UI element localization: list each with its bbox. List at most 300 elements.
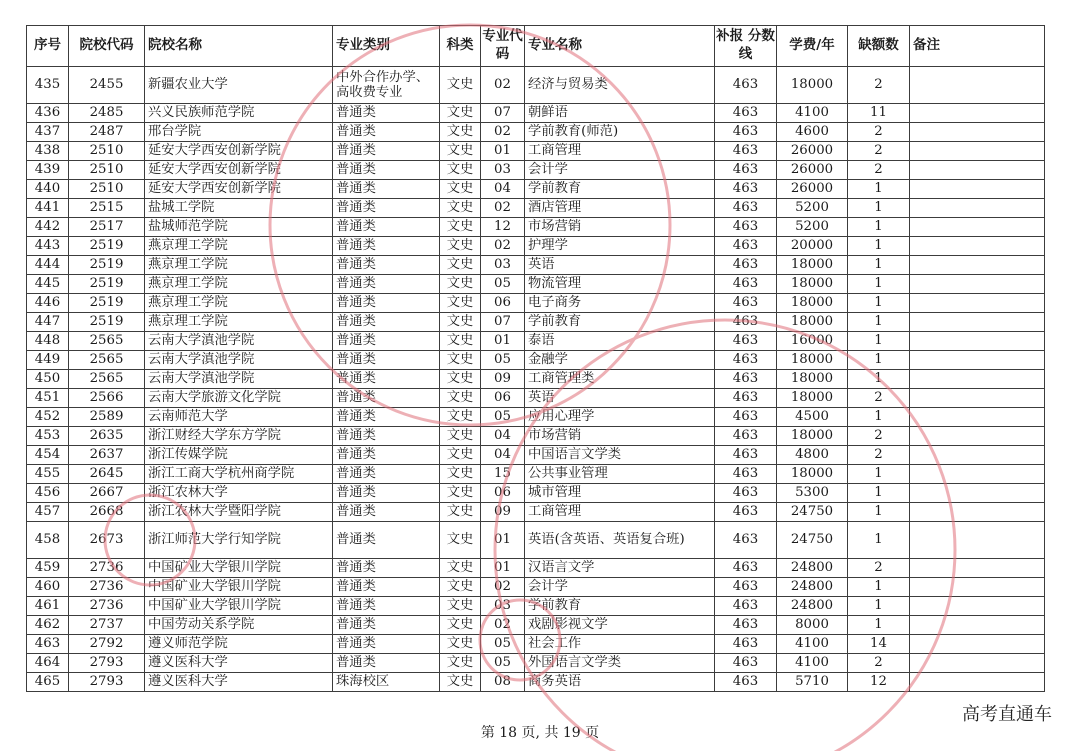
cell-school-name: 遵义医科大学 xyxy=(145,673,333,692)
table-row xyxy=(27,313,1045,332)
cell-category: 普通类 xyxy=(333,427,440,446)
cell-major-code: 05 xyxy=(481,351,525,370)
table-row xyxy=(27,389,1045,408)
cell-tuition: 8000 xyxy=(777,616,848,635)
cell-major-code: 15 xyxy=(481,465,525,484)
cell-vacancy: 2 xyxy=(848,67,910,104)
cell-remarks xyxy=(910,218,1045,237)
cell-remarks xyxy=(910,237,1045,256)
table-row xyxy=(27,123,1045,142)
cell-school-name: 盐城师范学院 xyxy=(145,218,333,237)
cell-school-code: 2519 xyxy=(69,294,145,313)
cell-school-code: 2635 xyxy=(69,427,145,446)
cell-school-code: 2519 xyxy=(69,237,145,256)
cell-school-code: 2668 xyxy=(69,503,145,522)
table-row xyxy=(27,408,1045,427)
cell-tuition: 5710 xyxy=(777,673,848,692)
cell-vacancy: 1 xyxy=(848,180,910,199)
cell-major-name: 英语 xyxy=(525,389,715,408)
cell-remarks xyxy=(910,484,1045,503)
cell-category: 普通类 xyxy=(333,218,440,237)
cell-cutoff: 463 xyxy=(715,275,777,294)
cell-index: 460 xyxy=(27,578,69,597)
cell-vacancy: 1 xyxy=(848,578,910,597)
cell-school-name: 浙江农林大学暨阳学院 xyxy=(145,503,333,522)
cell-school-code: 2519 xyxy=(69,256,145,275)
table-row xyxy=(27,446,1045,465)
cell-tuition: 16000 xyxy=(777,332,848,351)
cell-index: 443 xyxy=(27,237,69,256)
cell-remarks xyxy=(910,654,1045,673)
cell-remarks xyxy=(910,256,1045,275)
cell-tuition: 18000 xyxy=(777,275,848,294)
cell-school-name: 延安大学西安创新学院 xyxy=(145,180,333,199)
cell-school-name: 延安大学西安创新学院 xyxy=(145,142,333,161)
table-row xyxy=(27,275,1045,294)
cell-school-name: 燕京理工学院 xyxy=(145,256,333,275)
cell-category: 普通类 xyxy=(333,180,440,199)
cell-school-name: 邢台学院 xyxy=(145,123,333,142)
table-row xyxy=(27,465,1045,484)
cell-cutoff: 463 xyxy=(715,559,777,578)
cell-vacancy: 14 xyxy=(848,635,910,654)
cell-remarks xyxy=(910,123,1045,142)
cell-remarks xyxy=(910,616,1045,635)
cell-major-code: 02 xyxy=(481,237,525,256)
cell-subject: 文史 xyxy=(440,654,481,673)
cell-index: 450 xyxy=(27,370,69,389)
cell-tuition: 4100 xyxy=(777,635,848,654)
cell-major-name: 应用心理学 xyxy=(525,408,715,427)
cell-remarks xyxy=(910,578,1045,597)
cell-tuition: 18000 xyxy=(777,370,848,389)
cell-tuition: 4100 xyxy=(777,104,848,123)
cell-major-code: 07 xyxy=(481,313,525,332)
cell-tuition: 24750 xyxy=(777,503,848,522)
cell-cutoff: 463 xyxy=(715,351,777,370)
table-row xyxy=(27,294,1045,313)
cell-school-code: 2673 xyxy=(69,522,145,559)
header-category: 专业类别 xyxy=(333,26,440,67)
cell-major-code: 06 xyxy=(481,294,525,313)
cell-vacancy: 1 xyxy=(848,503,910,522)
table-body xyxy=(27,67,1045,692)
cell-index: 448 xyxy=(27,332,69,351)
cell-school-code: 2736 xyxy=(69,578,145,597)
cell-cutoff: 463 xyxy=(715,67,777,104)
cell-subject: 文史 xyxy=(440,427,481,446)
header-cutoff: 补报 分数线 xyxy=(715,26,777,67)
cell-index: 456 xyxy=(27,484,69,503)
cell-vacancy: 1 xyxy=(848,332,910,351)
cell-category: 普通类 xyxy=(333,313,440,332)
header-remarks: 备注 xyxy=(910,26,1045,67)
cell-tuition: 18000 xyxy=(777,427,848,446)
cell-major-code: 08 xyxy=(481,673,525,692)
cell-tuition: 4800 xyxy=(777,446,848,465)
cell-tuition: 26000 xyxy=(777,180,848,199)
cell-cutoff: 463 xyxy=(715,446,777,465)
cell-major-code: 02 xyxy=(481,199,525,218)
cell-school-name: 遵义师范学院 xyxy=(145,635,333,654)
cell-major-name: 朝鲜语 xyxy=(525,104,715,123)
cell-remarks xyxy=(910,332,1045,351)
cell-major-name: 工商管理 xyxy=(525,503,715,522)
table-row xyxy=(27,237,1045,256)
cell-school-code: 2455 xyxy=(69,67,145,104)
cell-major-name: 英语(含英语、英语复合班) xyxy=(525,522,715,559)
cell-category: 普通类 xyxy=(333,123,440,142)
admission-table-container xyxy=(26,25,1045,692)
cell-subject: 文史 xyxy=(440,522,481,559)
cell-vacancy: 1 xyxy=(848,484,910,503)
cell-major-code: 02 xyxy=(481,123,525,142)
cell-vacancy: 1 xyxy=(848,218,910,237)
cell-index: 452 xyxy=(27,408,69,427)
cell-school-code: 2736 xyxy=(69,597,145,616)
table-row xyxy=(27,503,1045,522)
cell-major-name: 工商管理类 xyxy=(525,370,715,389)
cell-index: 435 xyxy=(27,67,69,104)
table-row xyxy=(27,351,1045,370)
cell-index: 459 xyxy=(27,559,69,578)
cell-index: 442 xyxy=(27,218,69,237)
cell-school-name: 新疆农业大学 xyxy=(145,67,333,104)
cell-tuition: 5200 xyxy=(777,199,848,218)
cell-cutoff: 463 xyxy=(715,142,777,161)
cell-school-name: 兴义民族师范学院 xyxy=(145,104,333,123)
cell-vacancy: 2 xyxy=(848,389,910,408)
cell-tuition: 24800 xyxy=(777,559,848,578)
cell-cutoff: 463 xyxy=(715,294,777,313)
cell-major-name: 会计学 xyxy=(525,161,715,180)
cell-cutoff: 463 xyxy=(715,332,777,351)
cell-cutoff: 463 xyxy=(715,180,777,199)
cell-remarks xyxy=(910,351,1045,370)
cell-remarks xyxy=(910,446,1045,465)
table-row xyxy=(27,559,1045,578)
cell-school-code: 2510 xyxy=(69,180,145,199)
cell-major-code: 06 xyxy=(481,484,525,503)
cell-school-name: 中国矿业大学银川学院 xyxy=(145,559,333,578)
cell-category: 珠海校区 xyxy=(333,673,440,692)
cell-cutoff: 463 xyxy=(715,673,777,692)
cell-tuition: 18000 xyxy=(777,465,848,484)
cell-category: 普通类 xyxy=(333,559,440,578)
cell-cutoff: 463 xyxy=(715,616,777,635)
cell-school-name: 遵义医科大学 xyxy=(145,654,333,673)
cell-index: 445 xyxy=(27,275,69,294)
cell-cutoff: 463 xyxy=(715,408,777,427)
cell-cutoff: 463 xyxy=(715,597,777,616)
cell-index: 461 xyxy=(27,597,69,616)
cell-school-code: 2519 xyxy=(69,275,145,294)
cell-tuition: 5200 xyxy=(777,218,848,237)
cell-category: 普通类 xyxy=(333,104,440,123)
cell-category: 普通类 xyxy=(333,408,440,427)
cell-tuition: 18000 xyxy=(777,294,848,313)
cell-major-name: 学前教育(师范) xyxy=(525,123,715,142)
cell-major-code: 01 xyxy=(481,559,525,578)
cell-school-name: 燕京理工学院 xyxy=(145,313,333,332)
cell-subject: 文史 xyxy=(440,218,481,237)
cell-subject: 文史 xyxy=(440,484,481,503)
cell-index: 449 xyxy=(27,351,69,370)
table-row xyxy=(27,522,1045,559)
cell-cutoff: 463 xyxy=(715,654,777,673)
header-index: 序号 xyxy=(27,26,69,67)
cell-major-code: 03 xyxy=(481,256,525,275)
cell-vacancy: 1 xyxy=(848,616,910,635)
cell-cutoff: 463 xyxy=(715,370,777,389)
cell-vacancy: 2 xyxy=(848,161,910,180)
cell-subject: 文史 xyxy=(440,142,481,161)
cell-major-name: 外国语言文学类 xyxy=(525,654,715,673)
cell-major-name: 学前教育 xyxy=(525,597,715,616)
cell-cutoff: 463 xyxy=(715,104,777,123)
cell-category: 普通类 xyxy=(333,597,440,616)
cell-category: 普通类 xyxy=(333,446,440,465)
cell-tuition: 20000 xyxy=(777,237,848,256)
cell-vacancy: 1 xyxy=(848,370,910,389)
cell-major-name: 工商管理 xyxy=(525,142,715,161)
cell-school-code: 2510 xyxy=(69,142,145,161)
cell-index: 438 xyxy=(27,142,69,161)
cell-major-code: 05 xyxy=(481,275,525,294)
cell-remarks xyxy=(910,559,1045,578)
cell-tuition: 24800 xyxy=(777,578,848,597)
cell-tuition: 18000 xyxy=(777,256,848,275)
cell-school-code: 2515 xyxy=(69,199,145,218)
table-row xyxy=(27,199,1045,218)
cell-index: 454 xyxy=(27,446,69,465)
cell-vacancy: 1 xyxy=(848,237,910,256)
cell-major-name: 戏剧影视文学 xyxy=(525,616,715,635)
cell-tuition: 26000 xyxy=(777,161,848,180)
cell-subject: 文史 xyxy=(440,123,481,142)
cell-tuition: 4100 xyxy=(777,654,848,673)
cell-subject: 文史 xyxy=(440,256,481,275)
cell-school-name: 燕京理工学院 xyxy=(145,275,333,294)
cell-major-name: 中国语言文学类 xyxy=(525,446,715,465)
cell-major-name: 物流管理 xyxy=(525,275,715,294)
cell-subject: 文史 xyxy=(440,465,481,484)
cell-school-code: 2519 xyxy=(69,313,145,332)
cell-remarks xyxy=(910,673,1045,692)
cell-major-code: 05 xyxy=(481,635,525,654)
cell-remarks xyxy=(910,465,1045,484)
cell-remarks xyxy=(910,104,1045,123)
cell-vacancy: 11 xyxy=(848,104,910,123)
table-row xyxy=(27,161,1045,180)
cell-cutoff: 463 xyxy=(715,199,777,218)
cell-school-name: 云南大学旅游文化学院 xyxy=(145,389,333,408)
table-row xyxy=(27,142,1045,161)
cell-major-code: 06 xyxy=(481,389,525,408)
cell-vacancy: 1 xyxy=(848,597,910,616)
table-row xyxy=(27,332,1045,351)
cell-index: 455 xyxy=(27,465,69,484)
cell-school-name: 浙江财经大学东方学院 xyxy=(145,427,333,446)
cell-tuition: 5300 xyxy=(777,484,848,503)
cell-category: 普通类 xyxy=(333,522,440,559)
cell-tuition: 24800 xyxy=(777,597,848,616)
cell-major-code: 04 xyxy=(481,427,525,446)
table-row xyxy=(27,654,1045,673)
cell-subject: 文史 xyxy=(440,161,481,180)
cell-school-name: 云南大学滇池学院 xyxy=(145,332,333,351)
cell-major-name: 经济与贸易类 xyxy=(525,67,715,104)
cell-school-name: 浙江师范大学行知学院 xyxy=(145,522,333,559)
cell-major-code: 09 xyxy=(481,503,525,522)
cell-cutoff: 463 xyxy=(715,237,777,256)
cell-school-code: 2793 xyxy=(69,673,145,692)
cell-school-name: 中国矿业大学银川学院 xyxy=(145,597,333,616)
cell-category: 普通类 xyxy=(333,484,440,503)
cell-vacancy: 1 xyxy=(848,275,910,294)
cell-category: 普通类 xyxy=(333,370,440,389)
cell-school-name: 云南大学滇池学院 xyxy=(145,370,333,389)
cell-index: 439 xyxy=(27,161,69,180)
cell-school-code: 2792 xyxy=(69,635,145,654)
cell-school-name: 中国劳动关系学院 xyxy=(145,616,333,635)
cell-remarks xyxy=(910,370,1045,389)
cell-category: 普通类 xyxy=(333,275,440,294)
cell-cutoff: 463 xyxy=(715,427,777,446)
header-school-name: 院校名称 xyxy=(145,26,333,67)
cell-major-name: 英语 xyxy=(525,256,715,275)
cell-school-code: 2736 xyxy=(69,559,145,578)
table-row xyxy=(27,578,1045,597)
cell-vacancy: 1 xyxy=(848,522,910,559)
table-row xyxy=(27,67,1045,104)
cell-school-code: 2485 xyxy=(69,104,145,123)
table-row xyxy=(27,484,1045,503)
cell-index: 440 xyxy=(27,180,69,199)
table-row xyxy=(27,673,1045,692)
cell-major-name: 电子商务 xyxy=(525,294,715,313)
cell-school-name: 云南大学滇池学院 xyxy=(145,351,333,370)
cell-school-name: 浙江传媒学院 xyxy=(145,446,333,465)
cell-major-code: 04 xyxy=(481,446,525,465)
cell-subject: 文史 xyxy=(440,199,481,218)
table-row xyxy=(27,616,1045,635)
cell-school-name: 盐城工学院 xyxy=(145,199,333,218)
cell-cutoff: 463 xyxy=(715,123,777,142)
cell-major-name: 商务英语 xyxy=(525,673,715,692)
cell-subject: 文史 xyxy=(440,104,481,123)
cell-category: 普通类 xyxy=(333,578,440,597)
header-major-name: 专业名称 xyxy=(525,26,715,67)
cell-tuition: 18000 xyxy=(777,351,848,370)
cell-subject: 文史 xyxy=(440,67,481,104)
cell-category: 普通类 xyxy=(333,256,440,275)
cell-major-name: 会计学 xyxy=(525,578,715,597)
cell-subject: 文史 xyxy=(440,616,481,635)
cell-remarks xyxy=(910,294,1045,313)
cell-subject: 文史 xyxy=(440,313,481,332)
cell-subject: 文史 xyxy=(440,180,481,199)
cell-index: 447 xyxy=(27,313,69,332)
cell-subject: 文史 xyxy=(440,673,481,692)
cell-index: 437 xyxy=(27,123,69,142)
cell-school-code: 2565 xyxy=(69,332,145,351)
table-row xyxy=(27,180,1045,199)
cell-index: 457 xyxy=(27,503,69,522)
cell-index: 451 xyxy=(27,389,69,408)
table-row xyxy=(27,597,1045,616)
cell-category: 普通类 xyxy=(333,142,440,161)
admission-table xyxy=(26,25,1045,692)
cell-cutoff: 463 xyxy=(715,389,777,408)
cell-major-code: 04 xyxy=(481,180,525,199)
cell-index: 465 xyxy=(27,673,69,692)
cell-school-name: 燕京理工学院 xyxy=(145,294,333,313)
cell-subject: 文史 xyxy=(440,275,481,294)
cell-major-code: 02 xyxy=(481,67,525,104)
cell-remarks xyxy=(910,67,1045,104)
cell-index: 462 xyxy=(27,616,69,635)
cell-cutoff: 463 xyxy=(715,161,777,180)
cell-subject: 文史 xyxy=(440,446,481,465)
cell-school-code: 2793 xyxy=(69,654,145,673)
cell-vacancy: 2 xyxy=(848,142,910,161)
cell-school-code: 2645 xyxy=(69,465,145,484)
cell-vacancy: 12 xyxy=(848,673,910,692)
cell-subject: 文史 xyxy=(440,503,481,522)
cell-remarks xyxy=(910,161,1045,180)
cell-cutoff: 463 xyxy=(715,635,777,654)
cell-subject: 文史 xyxy=(440,389,481,408)
cell-subject: 文史 xyxy=(440,237,481,256)
cell-index: 444 xyxy=(27,256,69,275)
cell-category: 普通类 xyxy=(333,654,440,673)
cell-remarks xyxy=(910,180,1045,199)
cell-major-code: 02 xyxy=(481,616,525,635)
cell-remarks xyxy=(910,427,1045,446)
page-number: 第 18 页, 共 19 页 xyxy=(480,725,600,741)
cell-cutoff: 463 xyxy=(715,218,777,237)
cell-category: 普通类 xyxy=(333,616,440,635)
cell-major-name: 市场营销 xyxy=(525,427,715,446)
cell-cutoff: 463 xyxy=(715,313,777,332)
cell-cutoff: 463 xyxy=(715,578,777,597)
cell-cutoff: 463 xyxy=(715,522,777,559)
cell-major-name: 学前教育 xyxy=(525,313,715,332)
cell-school-name: 浙江工商大学杭州商学院 xyxy=(145,465,333,484)
cell-tuition: 26000 xyxy=(777,142,848,161)
cell-major-code: 01 xyxy=(481,522,525,559)
cell-subject: 文史 xyxy=(440,370,481,389)
table-row xyxy=(27,218,1045,237)
cell-tuition: 18000 xyxy=(777,67,848,104)
cell-cutoff: 463 xyxy=(715,465,777,484)
cell-category: 普通类 xyxy=(333,199,440,218)
cell-major-code: 03 xyxy=(481,161,525,180)
table-row xyxy=(27,635,1045,654)
cell-major-name: 汉语言文学 xyxy=(525,559,715,578)
cell-tuition: 18000 xyxy=(777,313,848,332)
watermark-text: 高考直通车 xyxy=(962,704,1052,725)
cell-subject: 文史 xyxy=(440,408,481,427)
cell-vacancy: 1 xyxy=(848,199,910,218)
cell-vacancy: 2 xyxy=(848,559,910,578)
cell-category: 普通类 xyxy=(333,294,440,313)
cell-remarks xyxy=(910,199,1045,218)
cell-vacancy: 2 xyxy=(848,446,910,465)
table-row xyxy=(27,256,1045,275)
cell-vacancy: 1 xyxy=(848,256,910,275)
